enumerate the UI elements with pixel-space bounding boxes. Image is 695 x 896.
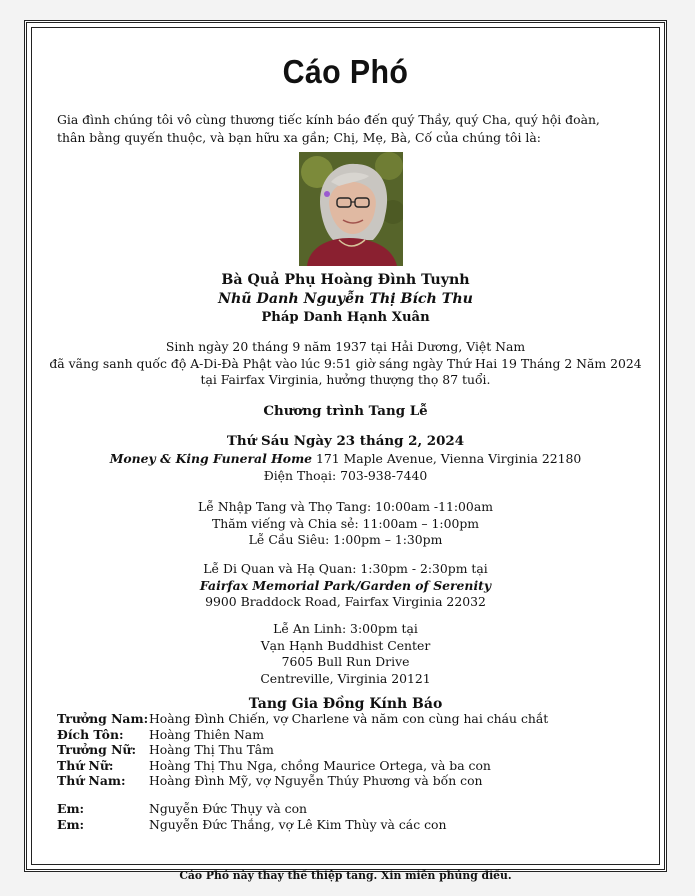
bio-line: tại Fairfax Virginia, hưởng thượng thọ 87 tuổi.	[200, 372, 491, 387]
footer-note: Cáo Phó này thay thế thiệp tang. Xin miễn phúng điếu.	[179, 869, 512, 882]
venue-phone: Điện Thoại: 703-938-7440	[263, 467, 428, 483]
memorial-line: Lễ An Linh: 3:00pm tại	[273, 621, 418, 636]
venue-block	[27, 451, 664, 484]
obituary-frame	[24, 20, 667, 882]
family-label: Trưởng Nam:	[57, 711, 149, 726]
family-value: Hoàng Đình Chiến, vợ Charlene và năm con cùng hai cháu chắt	[149, 711, 549, 726]
burial-block	[27, 561, 664, 611]
sibling-row	[57, 801, 617, 817]
memorial-line: Vạn Hạnh Buddhist Center	[260, 637, 431, 653]
family-heading: Tang Gia Đồng Kính Báo	[248, 696, 443, 712]
burial-line: Lễ Di Quan và Hạ Quan: 1:30pm - 2:30pm tại	[203, 561, 488, 576]
sibling-label: Em:	[57, 816, 85, 832]
portrait-illustration	[299, 152, 403, 266]
family-label: Đích Tôn:	[57, 726, 124, 742]
burial-place: Fairfax Memorial Park/Garden of Serenity	[199, 577, 492, 593]
deceased-name: Bà Quả Phụ Hoàng Đình Tuynh	[221, 272, 470, 288]
family-label: Trưởng Nữ:	[57, 742, 137, 757]
family-row	[57, 758, 617, 774]
family-value: Hoàng Thị Thu Nga, chồng Maurice Ortega, và ba con	[149, 757, 491, 773]
program-heading: Chương trình Tang Lễ	[263, 403, 428, 419]
sibling-value: Nguyễn Đức Thắng, vợ Lê Kim Thùy và các con	[149, 816, 447, 832]
family-value: Hoàng Đình Mỹ, vợ Nguyễn Thúy Phương và bốn con	[149, 773, 483, 788]
maiden-name: Nhũ Danh Nguyễn Thị Bích Thu	[218, 291, 473, 307]
memorial-line: Centreville, Virginia 20121	[260, 670, 431, 686]
service-date: Thứ Sáu Ngày 23 tháng 2, 2024	[226, 433, 465, 449]
bio-block	[27, 339, 664, 389]
family-value: Hoàng Thị Thu Tâm	[149, 742, 274, 757]
venue-line	[27, 451, 664, 468]
family-label: Thứ Nam:	[57, 773, 126, 788]
schedule-item: Lễ Nhập Tang và Thọ Tang: 10:00am -11:00am	[198, 499, 493, 514]
burial-address: 9900 Braddock Road, Fairfax Virginia 22032	[205, 594, 486, 609]
family-list	[57, 711, 617, 789]
memorial-line: 7605 Bull Run Drive	[281, 654, 410, 669]
family-row	[57, 711, 617, 727]
schedule-item: Thăm viếng và Chia sẻ: 11:00am – 1:00pm	[211, 515, 480, 531]
portrait-photo	[299, 152, 403, 266]
venue-name: Money & King Funeral Home	[109, 451, 313, 466]
dharma-name: Pháp Danh Hạnh Xuân	[261, 310, 430, 325]
family-value: Hoàng Thiên Nam	[149, 726, 264, 742]
venue-address: 171 Maple Avenue, Vienna Virginia 22180	[312, 451, 582, 466]
bio-line: Sinh ngày 20 tháng 9 năm 1937 tại Hải Dương, Việt Nam	[165, 339, 526, 354]
siblings-list	[57, 801, 617, 832]
family-label: Thứ Nữ:	[57, 757, 114, 773]
sibling-label: Em:	[57, 801, 85, 816]
page-title: Cáo Phó	[282, 53, 409, 90]
family-row	[57, 727, 617, 743]
family-row	[57, 742, 617, 758]
memorial-block	[27, 621, 664, 687]
schedule-item: Lễ Cầu Siêu: 1:00pm – 1:30pm	[248, 532, 443, 547]
family-row	[57, 773, 617, 789]
intro-paragraph: Gia đình chúng tôi vô cùng thương tiếc kính báo đến quý Thầy, quý Cha, quý hội đoàn, thân bằng quyến thuộc, và bạn hữu xa gần; Chị, Mẹ, Bà, Cố của chúng tôi là:	[57, 112, 600, 145]
sibling-row	[57, 817, 617, 833]
sibling-value: Nguyễn Đức Thụy và con	[149, 801, 308, 816]
bio-line: đã vãng sanh quốc độ A-Di-Đà Phật vào lúc 9:51 giờ sáng ngày Thứ Hai 19 Tháng 2 Năm 2024	[49, 355, 642, 371]
schedule-block	[27, 499, 664, 549]
